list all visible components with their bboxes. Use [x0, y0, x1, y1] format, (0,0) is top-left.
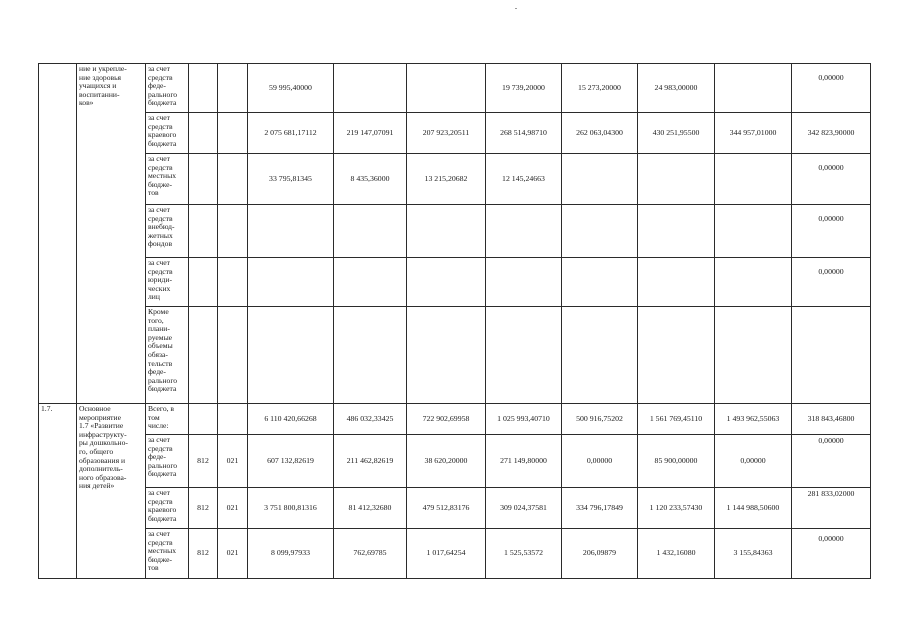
value-year-6	[715, 154, 792, 205]
value-year-1: 762,69785	[334, 529, 407, 579]
table-row	[39, 154, 871, 205]
value-year-2	[407, 205, 486, 258]
value-year-7: 0,00000	[792, 64, 871, 113]
org-code-cell	[189, 64, 218, 113]
value-year-3: 1 025 993,40710	[486, 404, 562, 435]
value-year-2	[407, 258, 486, 307]
section-code-cell	[218, 64, 248, 113]
value-year-3	[486, 205, 562, 258]
value-year-6	[715, 258, 792, 307]
section-code-cell	[218, 205, 248, 258]
org-code-cell: 812	[189, 529, 218, 579]
org-code-cell	[189, 113, 218, 154]
value-year-3: 19 739,20000	[486, 64, 562, 113]
value-year-4	[562, 307, 638, 404]
value-total	[248, 205, 334, 258]
org-code-cell	[189, 205, 218, 258]
value-year-7: 0,00000	[792, 258, 871, 307]
value-year-5	[638, 154, 715, 205]
value-year-2: 479 512,83176	[407, 488, 486, 529]
value-year-6: 0,00000	[715, 435, 792, 488]
funding-source-cell: за счет средств внебюд- жетных фондов	[146, 205, 189, 258]
table-row	[39, 113, 871, 154]
value-year-6	[715, 64, 792, 113]
org-code-cell	[189, 404, 218, 435]
value-year-4	[562, 154, 638, 205]
value-year-7: 318 843,46800	[792, 404, 871, 435]
value-year-4: 334 796,17849	[562, 488, 638, 529]
org-code-cell	[189, 154, 218, 205]
value-year-7: 0,00000	[792, 435, 871, 488]
section-code-cell: 021	[218, 435, 248, 488]
funding-source-cell: за счет средств краевого бюджета	[146, 113, 189, 154]
value-year-5	[638, 205, 715, 258]
row-index-cell: 1.7.	[39, 404, 77, 579]
value-year-6: 1 493 962,55063	[715, 404, 792, 435]
section-code-cell: 021	[218, 488, 248, 529]
row-index-cell	[39, 64, 77, 404]
value-year-6: 344 957,01000	[715, 113, 792, 154]
section-code-cell	[218, 113, 248, 154]
value-year-3: 309 024,37581	[486, 488, 562, 529]
measure-name-cell: Основное мероприятие 1.7 «Развитие инфраструкту- ры дошкольно- го, общего образования и дополнитель- ного образова- ния детей»	[77, 404, 146, 579]
value-year-3: 12 145,24663	[486, 154, 562, 205]
value-year-1: 211 462,82619	[334, 435, 407, 488]
value-year-5: 430 251,95500	[638, 113, 715, 154]
funding-source-cell: за счет средств феде- рального бюджета	[146, 64, 189, 113]
value-year-2: 13 215,20682	[407, 154, 486, 205]
value-year-7	[792, 307, 871, 404]
value-year-4: 15 273,20000	[562, 64, 638, 113]
value-year-6	[715, 307, 792, 404]
value-year-6: 1 144 988,50600	[715, 488, 792, 529]
value-total	[248, 307, 334, 404]
section-code-cell	[218, 307, 248, 404]
value-year-5: 1 432,16080	[638, 529, 715, 579]
table-row	[39, 529, 871, 579]
value-year-7: 281 833,02000	[792, 488, 871, 529]
value-year-3	[486, 307, 562, 404]
value-year-2	[407, 307, 486, 404]
value-year-4: 262 063,04300	[562, 113, 638, 154]
funding-source-cell: за счет средств местных бюдже- тов	[146, 154, 189, 205]
value-year-6: 3 155,84363	[715, 529, 792, 579]
value-year-2: 1 017,64254	[407, 529, 486, 579]
value-total: 6 110 420,66268	[248, 404, 334, 435]
value-year-2: 207 923,20511	[407, 113, 486, 154]
value-total: 8 099,97933	[248, 529, 334, 579]
value-year-1	[334, 258, 407, 307]
value-year-7: 0,00000	[792, 529, 871, 579]
value-year-1: 81 412,32680	[334, 488, 407, 529]
value-year-4	[562, 205, 638, 258]
value-year-2	[407, 64, 486, 113]
value-year-5	[638, 258, 715, 307]
table-row	[39, 64, 871, 113]
table-row	[39, 488, 871, 529]
value-year-7: 342 823,90000	[792, 113, 871, 154]
table-row	[39, 205, 871, 258]
value-year-2: 38 620,20000	[407, 435, 486, 488]
section-code-cell	[218, 154, 248, 205]
budget-table	[38, 63, 871, 579]
table-row	[39, 435, 871, 488]
value-year-5: 24 983,00000	[638, 64, 715, 113]
value-year-4: 500 916,75202	[562, 404, 638, 435]
value-year-1	[334, 64, 407, 113]
section-code-cell: 021	[218, 529, 248, 579]
value-total: 59 995,40000	[248, 64, 334, 113]
measure-name-cell: ние и укрепле- ние здоровья учащихся и воспитанни- ков»	[77, 64, 146, 404]
value-year-4	[562, 258, 638, 307]
value-year-6	[715, 205, 792, 258]
funding-source-cell: за счет средств местных бюдже- тов	[146, 529, 189, 579]
value-year-5	[638, 307, 715, 404]
value-year-3	[486, 258, 562, 307]
table-row	[39, 307, 871, 404]
table-row	[39, 258, 871, 307]
value-total	[248, 258, 334, 307]
value-year-3: 1 525,53572	[486, 529, 562, 579]
funding-source-cell: за счет средств юриди- ческих лиц	[146, 258, 189, 307]
value-year-1	[334, 205, 407, 258]
funding-source-cell: Всего, в том числе:	[146, 404, 189, 435]
value-year-5: 85 900,00000	[638, 435, 715, 488]
value-total: 2 075 681,17112	[248, 113, 334, 154]
org-code-cell	[189, 307, 218, 404]
value-year-1: 8 435,36000	[334, 154, 407, 205]
org-code-cell	[189, 258, 218, 307]
page-speck	[515, 8, 517, 9]
value-year-1: 219 147,07091	[334, 113, 407, 154]
value-year-5: 1 561 769,45110	[638, 404, 715, 435]
value-total: 33 795,81345	[248, 154, 334, 205]
value-year-4: 0,00000	[562, 435, 638, 488]
value-total: 3 751 800,81316	[248, 488, 334, 529]
value-year-5: 1 120 233,57430	[638, 488, 715, 529]
value-year-2: 722 902,69958	[407, 404, 486, 435]
org-code-cell: 812	[189, 435, 218, 488]
funding-source-cell: за счет средств феде- рального бюджета	[146, 435, 189, 488]
org-code-cell: 812	[189, 488, 218, 529]
value-year-4: 206,09879	[562, 529, 638, 579]
section-code-cell	[218, 404, 248, 435]
value-year-7: 0,00000	[792, 154, 871, 205]
table-row	[39, 404, 871, 435]
value-year-1: 486 032,33425	[334, 404, 407, 435]
value-total: 607 132,82619	[248, 435, 334, 488]
value-year-3: 268 514,98710	[486, 113, 562, 154]
funding-source-cell: Кроме того, плани- руемые объемы обяза- тельств феде- рального бюджета	[146, 307, 189, 404]
value-year-7: 0,00000	[792, 205, 871, 258]
value-year-3: 271 149,80000	[486, 435, 562, 488]
value-year-1	[334, 307, 407, 404]
section-code-cell	[218, 258, 248, 307]
funding-source-cell: за счет средств краевого бюджета	[146, 488, 189, 529]
